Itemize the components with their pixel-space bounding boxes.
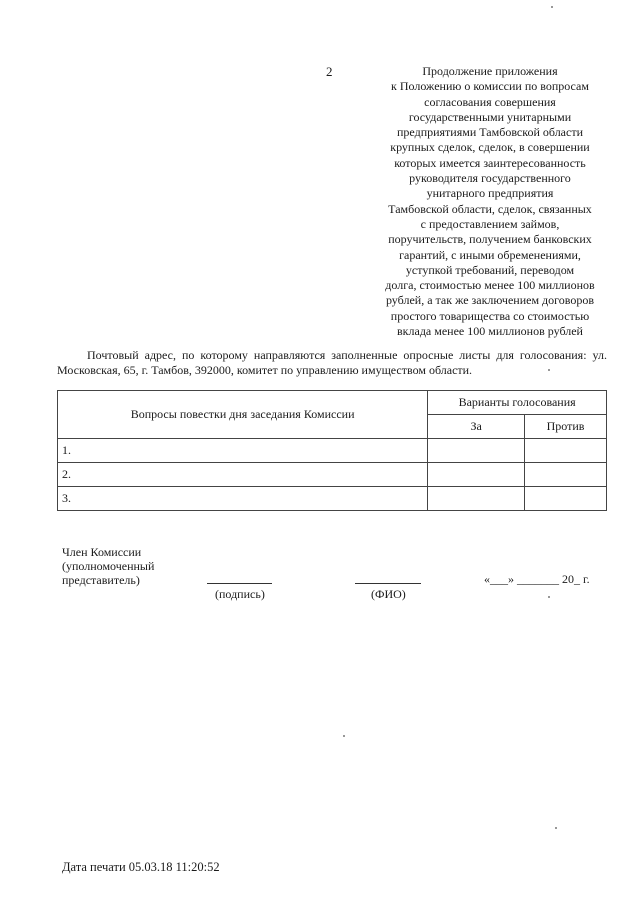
voting-options-header: Варианты голосования xyxy=(428,391,607,415)
fio-caption: (ФИО) xyxy=(371,587,406,601)
date-field[interactable]: «___» _______ 20_ г. xyxy=(484,572,590,586)
scan-speck xyxy=(555,827,557,829)
against-cell[interactable] xyxy=(525,487,607,511)
table-row xyxy=(58,487,607,511)
member-label: Член Комиссии (уполномоченный представитель) xyxy=(62,545,155,587)
against-cell[interactable] xyxy=(525,463,607,487)
table-row xyxy=(58,463,607,487)
scan-speck xyxy=(548,596,550,598)
signature-caption: (подпись) xyxy=(215,587,265,601)
scan-speck xyxy=(548,369,550,371)
print-date: Дата печати 05.03.18 11:20:52 xyxy=(62,860,220,874)
for-cell[interactable] xyxy=(428,463,525,487)
table-row xyxy=(58,439,607,463)
question-cell[interactable]: 1. xyxy=(58,439,428,463)
voting-table xyxy=(57,390,607,511)
appendix-heading: Продолжение приложения к Положению о комиссии по вопросам согласования совершения государственными унитарными предприятиями Тамбовской области крупных сделок, сделок, в совершении которых имеется заинтересованность руководителя государственного унитарного предприятия Тамбовской области, сделок, связанных с предоставлением займов, поручительств, получением банковских гарантий, с иными обременениями, уступкой требований, переводом долга, стоимостью менее 100 миллионов рублей, а так же заключением договоров простого товарищества со стоимостью вклада менее 100 миллионов рублей xyxy=(385,64,595,339)
fio-line[interactable] xyxy=(355,583,421,584)
against-column-header: Против xyxy=(525,415,607,439)
for-cell[interactable] xyxy=(428,487,525,511)
page-number: 2 xyxy=(326,64,333,79)
against-cell[interactable] xyxy=(525,439,607,463)
questions-header: Вопросы повестки дня заседания Комиссии xyxy=(58,391,428,439)
question-cell[interactable]: 2. xyxy=(58,463,428,487)
for-column-header: За xyxy=(428,415,525,439)
postal-address-paragraph: Почтовый адрес, по которому направляются заполненные опросные листы для голосования: ул. Московская, 65, г. Тамбов, 392000, комитет по управлению имуществом области. xyxy=(57,348,607,377)
signature-line[interactable] xyxy=(207,583,272,584)
scan-speck xyxy=(343,735,345,737)
scan-speck xyxy=(551,6,553,8)
for-cell[interactable] xyxy=(428,439,525,463)
question-cell[interactable]: 3. xyxy=(58,487,428,511)
